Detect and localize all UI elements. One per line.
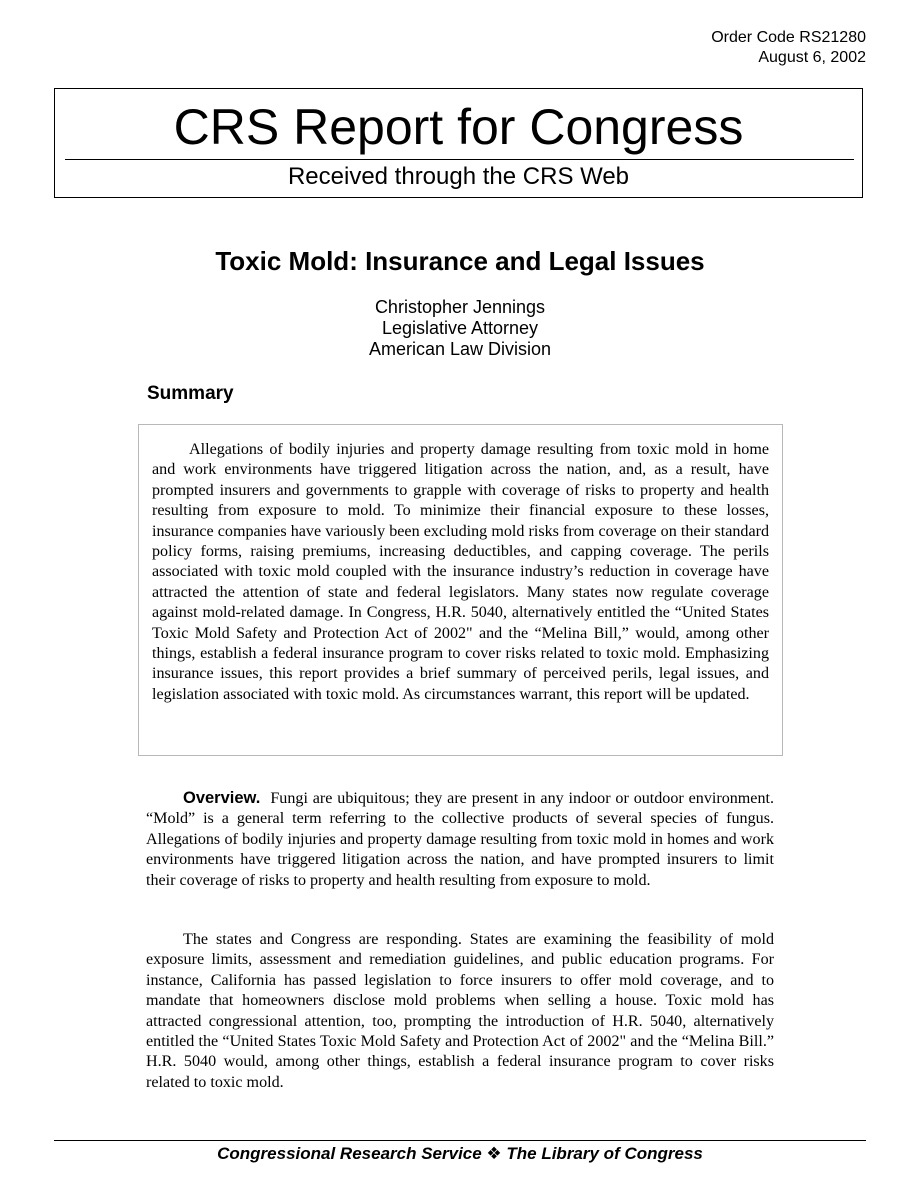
overview-heading: Overview.	[183, 789, 261, 807]
masthead-subtitle: Received through the CRS Web	[287, 163, 630, 190]
masthead-divider	[65, 159, 854, 160]
report-date: August 6, 2002	[758, 49, 866, 66]
summary-text: Allegations of bodily injuries and property damage resulting from toxic mold in home and work environments have triggered litigation across the nation, and, as a result, have prompted insurers and governments to grapple with coverage of risks to property and health resulting from exposure to mold. To minimize their financial exposure to these losses, insurance companies have variously been excluding mold risks from coverage on their standard policy forms, raising premiums, increasing deductibles, and capping coverage. The perils associated with toxic mold coupled with the insurance industry’s reduction in coverage have attracted the attention of state and federal legislators. Many states now regulate coverage against mold-related damage. In Congress, H.R. 5040, alternatively entitled the “United States Toxic Mold Safety and Protection Act of 2002" and the “Melina Bill,” would, among other things, establish a federal insurance program to cover risks related to toxic mold. Emphasizing insurance issues, this report provides a brief summary of perceived perils, legal issues, and legislation associated with toxic mold. As circumstances warrant, this report will be updated.	[152, 441, 769, 703]
body-paragraph-2: The states and Congress are responding. States are examining the feasibility of mold exposure limits, assessment and remediation guidelines, and public education programs. For instance, California has passed legislation to force insurers to offer mold coverage, and to mandate that homeowners disclose mold problems when selling a house. Toxic mold has attracted congressional attention, too, prompting the introduction of H.R. 5040, alternatively entitled the “United States Toxic Mold Safety and Protection Act of 2002" and the “Melina Bill.” H.R. 5040 would, among other things, establish a federal insurance program to cover risks related to toxic mold.	[146, 931, 774, 1091]
summary-heading: Summary	[147, 383, 234, 404]
author-role: Legislative Attorney	[381, 318, 539, 338]
author-block	[0, 297, 920, 360]
author-name: Christopher Jennings	[374, 297, 546, 317]
masthead-box	[54, 88, 863, 198]
footer-text: Congressional Research Service ❖ The Library of Congress	[217, 1144, 703, 1163]
overview-text: Fungi are ubiquitous; they are present in any indoor or outdoor environment. “Mold” is a general term referring to the collective products of several species of fungus. Allegations of bodily injuries and property damage resulting from toxic mold in homes and work environments have triggered litigation across the nation, and have prompted insurers to limit their coverage of risks to property and health resulting from exposure to mold.	[146, 790, 774, 889]
summary-box	[138, 424, 783, 756]
report-title: Toxic Mold: Insurance and Legal Issues	[215, 246, 705, 276]
overview-paragraph	[146, 788, 774, 891]
order-code: Order Code RS21280	[711, 29, 866, 46]
author-division: American Law Division	[368, 339, 552, 359]
footer-divider	[54, 1140, 866, 1141]
masthead-title: CRS Report for Congress	[173, 99, 744, 155]
order-info	[711, 28, 866, 68]
